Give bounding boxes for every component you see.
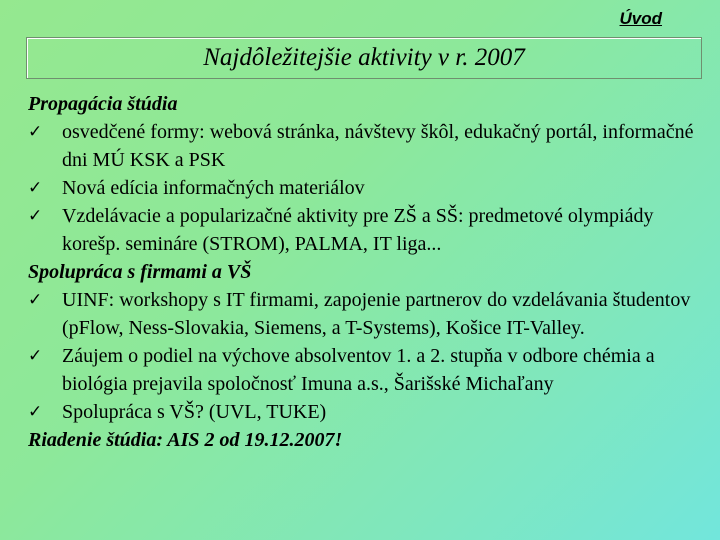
list-item-text: osvedčené formy: webová stránka, návštevy škôl, edukačný portál, informačné dni MÚ KSK a PSK xyxy=(62,121,694,171)
checkmark-icon: ✓ xyxy=(28,290,43,310)
list-item-text: Záujem o podiel na výchove absolventov 1. a 2. stupňa v odbore chémia a biológia prejavila spoločnosť Imuna a.s., Šarišské Michaľany xyxy=(62,345,655,395)
checkmark-icon: ✓ xyxy=(28,178,43,198)
section-heading-spolupraca: Spolupráca s firmami a VŠ xyxy=(28,261,252,283)
list-item xyxy=(28,342,698,398)
list-item xyxy=(28,202,698,258)
checkmark-icon: ✓ xyxy=(28,206,43,226)
slide-content xyxy=(28,90,698,454)
list-item-text: Nová edícia informačných materiálov xyxy=(62,177,365,199)
footer-line: Riadenie štúdia: AIS 2 od 19.12.2007! xyxy=(28,429,343,451)
slide-title: Najdôležitejšie aktivity v r. 2007 xyxy=(203,44,525,71)
list-item-text: UINF: workshopy s IT firmami, zapojenie partnerov do vzdelávania študentov (pFlow, Ness-Slovakia, Siemens, a T-Systems), Košice IT-Valley. xyxy=(62,289,691,339)
list-item xyxy=(28,174,698,202)
list-item xyxy=(28,286,698,342)
checkmark-icon: ✓ xyxy=(28,346,43,366)
checkmark-icon: ✓ xyxy=(28,402,43,422)
title-box xyxy=(26,37,702,79)
list-item-text: Spolupráca s VŠ? (UVL, TUKE) xyxy=(62,401,327,423)
list-item xyxy=(28,118,698,174)
section-label: Úvod xyxy=(619,9,662,28)
section-heading-propagacia: Propagácia štúdia xyxy=(28,93,178,115)
checkmark-icon: ✓ xyxy=(28,122,43,142)
list-item xyxy=(28,398,698,426)
list-item-text: Vzdelávacie a popularizačné aktivity pre ZŠ a SŠ: predmetové olympiády korešp. semináre (STROM), PALMA, IT liga... xyxy=(62,205,654,255)
